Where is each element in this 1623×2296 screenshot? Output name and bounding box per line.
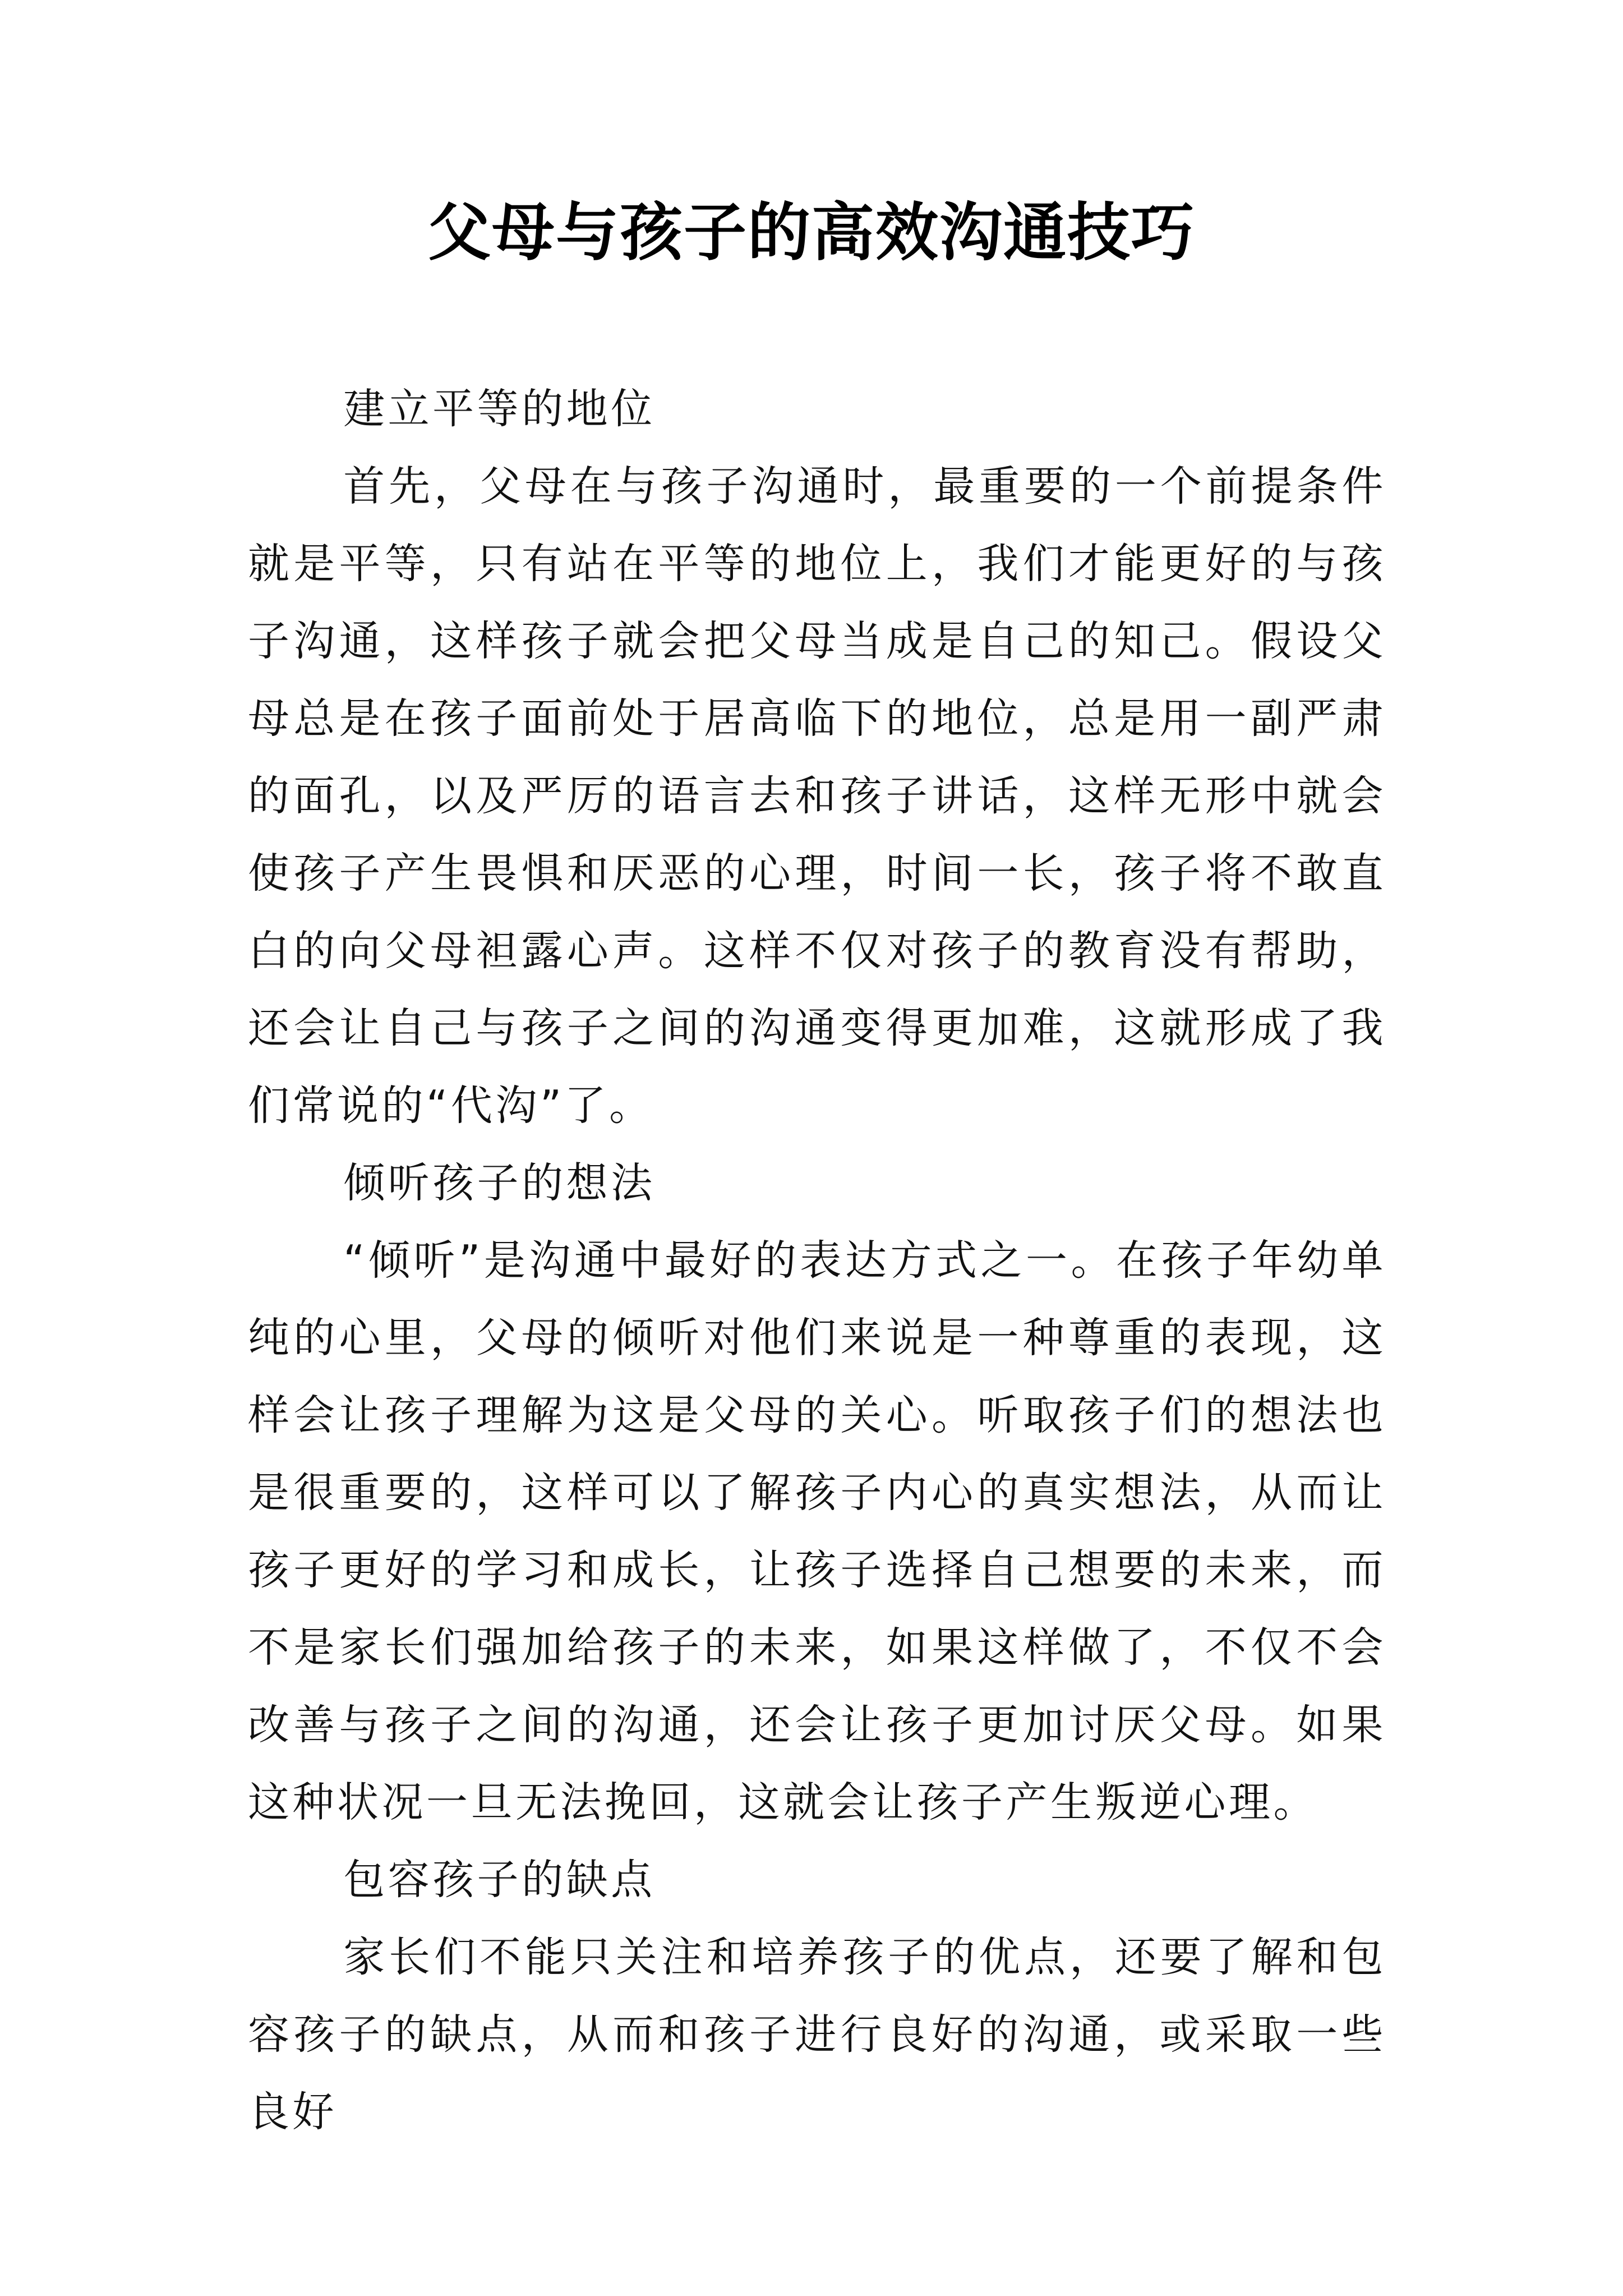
section-heading: 建立平等的地位 — [343, 385, 656, 433]
section-heading: 包容孩子的缺点 — [343, 1856, 656, 1904]
document-title: 父母与孩子的高效沟通技巧 — [428, 196, 1195, 269]
section-paragraph: “倾听”是沟通中最好的表达方式之一。在孩子年幼单纯的心里，父母的倾听对他们来说是一种尊重的表现，这样会让孩子理解为这是父母的关心。听取孩子们的想法也是很重要的，这样可以了解孩子内心的真实想法，从而让孩子更好的学习和成长，让孩子选择自己想要的未来，而不是家长们强加给孩子的未来，如果这样做了，不仅不会改善与孩子之间的沟通，还会让孩子更加讨厌父母。如果这种状况一旦无法挽回，这就会让孩子产生叛逆心理。 — [248, 1236, 1386, 1826]
section-paragraph: 首先，父母在与孩子沟通时，最重要的一个前提条件就是平等，只有站在平等的地位上，我们才能更好的与孩子沟通，这样孩子就会把父母当成是自己的知己。假设父母总是在孩子面前处于居高临下的地位，总是用一副严肃的面孔，以及严厉的语言去和孩子讲话，这样无形中就会使孩子产生畏惧和厌恶的心理，时间一长，孩子将不敢直白的向父母袒露心声。这样不仅对孩子的教育没有帮助，还会让自己与孩子之间的沟通变得更加难，这就形成了我们常说的“代沟”了。 — [248, 462, 1386, 1130]
section-heading: 倾听孩子的想法 — [343, 1159, 656, 1207]
document-body — [248, 370, 1386, 2151]
section-paragraph: 家长们不能只关注和培养孩子的优点，还要了解和包容孩子的缺点，从而和孩子进行良好的沟通，或采取一些良好 — [248, 1933, 1386, 2136]
